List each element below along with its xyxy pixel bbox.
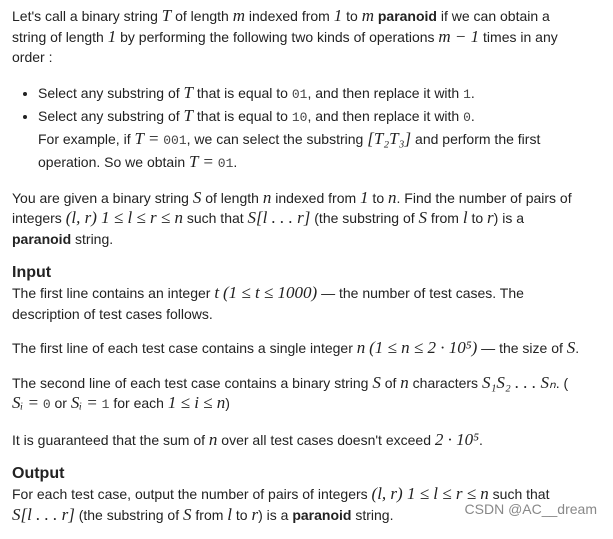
text-segment: such that — [182, 210, 248, 226]
text-segment: or — [50, 395, 71, 411]
math-segment: 1 ≤ i ≤ n — [167, 393, 226, 412]
input-paragraph-4 — [12, 430, 607, 451]
math-segment: (l, r) 1 ≤ l ≤ r ≤ n — [371, 484, 489, 503]
text-segment: order : — [12, 49, 53, 65]
text-segment: by performing the following two kinds of operations — [116, 28, 439, 45]
math-segment: T = — [134, 128, 160, 148]
text-segment: that is equal to — [193, 107, 292, 124]
text-segment: times in any — [479, 28, 558, 45]
text-segment: from — [427, 210, 463, 226]
math-segment: 1 — [360, 187, 369, 207]
math-segment: 2 · 10⁵ — [434, 429, 480, 449]
code-segment: 0 — [42, 397, 51, 412]
math-segment: (1 ≤ n ≤ 2 · 10⁵) — [369, 338, 478, 357]
math-segment: S — [183, 504, 192, 524]
math-segment: (l, r) 1 ≤ l ≤ r ≤ n — [65, 208, 183, 227]
code-segment: 10 — [291, 109, 308, 125]
bold-term-segment: paranoid — [12, 230, 72, 247]
math-segment: r — [251, 504, 259, 524]
operation-2 — [38, 105, 607, 174]
text-segment: . — [575, 340, 580, 356]
math-segment: n — [208, 429, 218, 449]
text-segment: that is equal to — [193, 84, 292, 101]
math-segment: Sᵢ = — [70, 393, 98, 412]
math-segment: Sᵢ = — [12, 393, 39, 412]
text-segment: , and then replace it with — [307, 84, 464, 101]
text-segment: and perform the first — [411, 130, 541, 147]
text-segment: to — [467, 210, 488, 226]
operations-list — [12, 82, 607, 174]
math-segment: m − 1 — [438, 26, 480, 46]
text-segment: of — [380, 374, 401, 391]
text-segment: operation. So we obtain — [38, 153, 189, 170]
math-segment: m — [361, 6, 374, 25]
text-segment: . ( — [555, 374, 569, 391]
text-segment: The second line of each test case contains a binary string — [12, 374, 373, 391]
math-segment: [T₂T₃] — [367, 128, 412, 148]
text-segment: if we can obtain a — [436, 8, 550, 24]
text-segment: indexed from — [271, 189, 361, 206]
text-segment: of length — [171, 8, 233, 24]
text-segment: . — [470, 107, 475, 124]
bold-term-segment: paranoid — [292, 506, 352, 523]
text-segment: It is guaranteed that the sum of — [12, 431, 209, 448]
text-segment: The first line of each test case contains a single integer — [12, 340, 357, 356]
input-heading: Input — [12, 264, 52, 281]
math-segment: n — [262, 187, 272, 207]
text-segment: string. — [351, 506, 394, 523]
input-paragraph-2 — [12, 338, 607, 359]
math-segment: S — [566, 338, 576, 357]
text-segment: — the number of test cases. The — [317, 285, 524, 301]
code-segment: 1 — [463, 86, 471, 102]
text-segment: . — [233, 153, 238, 170]
math-segment: n — [400, 372, 409, 392]
input-paragraph-1 — [12, 283, 607, 324]
text-segment: to — [342, 8, 362, 24]
math-segment: T — [161, 6, 172, 25]
code-segment: 001 — [163, 132, 187, 148]
text-segment: ) is a — [493, 210, 524, 226]
output-heading: Output — [12, 465, 65, 482]
text-segment: from — [191, 506, 228, 523]
text-segment: description of test cases follows. — [12, 305, 213, 322]
math-segment: T = — [189, 151, 214, 171]
text-segment: — the size of — [477, 340, 567, 356]
problem-statement — [12, 6, 607, 539]
text-segment: string. — [71, 230, 114, 247]
text-segment: for each — [109, 395, 168, 411]
text-segment: indexed from — [245, 8, 334, 24]
text-segment: ) is a — [258, 506, 293, 523]
task-paragraph — [12, 188, 607, 250]
math-segment: T — [183, 105, 193, 125]
math-segment: S[l . . . r] — [247, 208, 311, 227]
code-segment: 01 — [217, 155, 234, 171]
text-segment: (the substring of — [74, 506, 183, 523]
math-segment: l — [227, 504, 233, 524]
text-segment: string of length — [12, 28, 108, 45]
text-segment: characters — [408, 374, 482, 391]
text-segment: Select any substring of — [38, 84, 184, 101]
bold-term-segment: paranoid — [377, 8, 437, 24]
math-segment: l — [462, 208, 468, 227]
math-segment: n — [388, 187, 397, 207]
text-segment: You are given a binary string — [12, 189, 193, 206]
text-segment: over all test cases doesn't exceed — [217, 431, 435, 448]
code-segment: 01 — [291, 86, 308, 102]
math-segment: S — [192, 187, 202, 207]
intro-paragraph — [12, 6, 607, 68]
code-segment: 0 — [463, 109, 471, 125]
text-segment: integers — [12, 210, 66, 226]
text-segment: to — [368, 189, 389, 206]
text-segment: such that — [488, 486, 550, 502]
text-segment: (the substring of — [310, 210, 419, 226]
math-segment: (1 ≤ t ≤ 1000) — [222, 283, 318, 302]
text-segment: . Find the number of pairs of — [396, 189, 572, 206]
text-segment: , and then replace it with — [307, 107, 464, 124]
math-segment: m — [232, 6, 245, 25]
input-paragraph-3 — [12, 373, 607, 416]
text-segment: The first line contains an integer — [12, 285, 215, 301]
code-segment: 1 — [101, 397, 110, 412]
text-segment: . — [470, 84, 475, 101]
text-segment: . — [479, 431, 483, 448]
text-segment: to — [232, 506, 252, 523]
text-segment: Select any substring of — [38, 107, 184, 124]
math-segment: 1 — [333, 6, 343, 25]
math-segment: S[l . . . r] — [12, 504, 75, 524]
math-segment: S₁S₂ . . . Sₙ — [481, 372, 556, 392]
watermark: CSDN @AC__dream — [464, 501, 597, 517]
text-segment: Let's call a binary string — [12, 8, 162, 24]
math-segment: t — [214, 283, 220, 302]
operation-1 — [38, 82, 607, 105]
math-segment: S — [418, 208, 428, 227]
math-segment: r — [487, 208, 494, 227]
math-segment: n — [356, 338, 366, 357]
text-segment: , we can select the substring — [186, 130, 368, 147]
text-segment: For example, if — [38, 130, 135, 147]
math-segment: T — [183, 82, 193, 102]
text-segment: ) — [225, 395, 230, 411]
math-segment: 1 — [107, 26, 117, 46]
math-segment: S — [372, 372, 381, 392]
text-segment: For each test case, output the number of pairs of integers — [12, 486, 372, 502]
text-segment: of length — [201, 189, 263, 206]
